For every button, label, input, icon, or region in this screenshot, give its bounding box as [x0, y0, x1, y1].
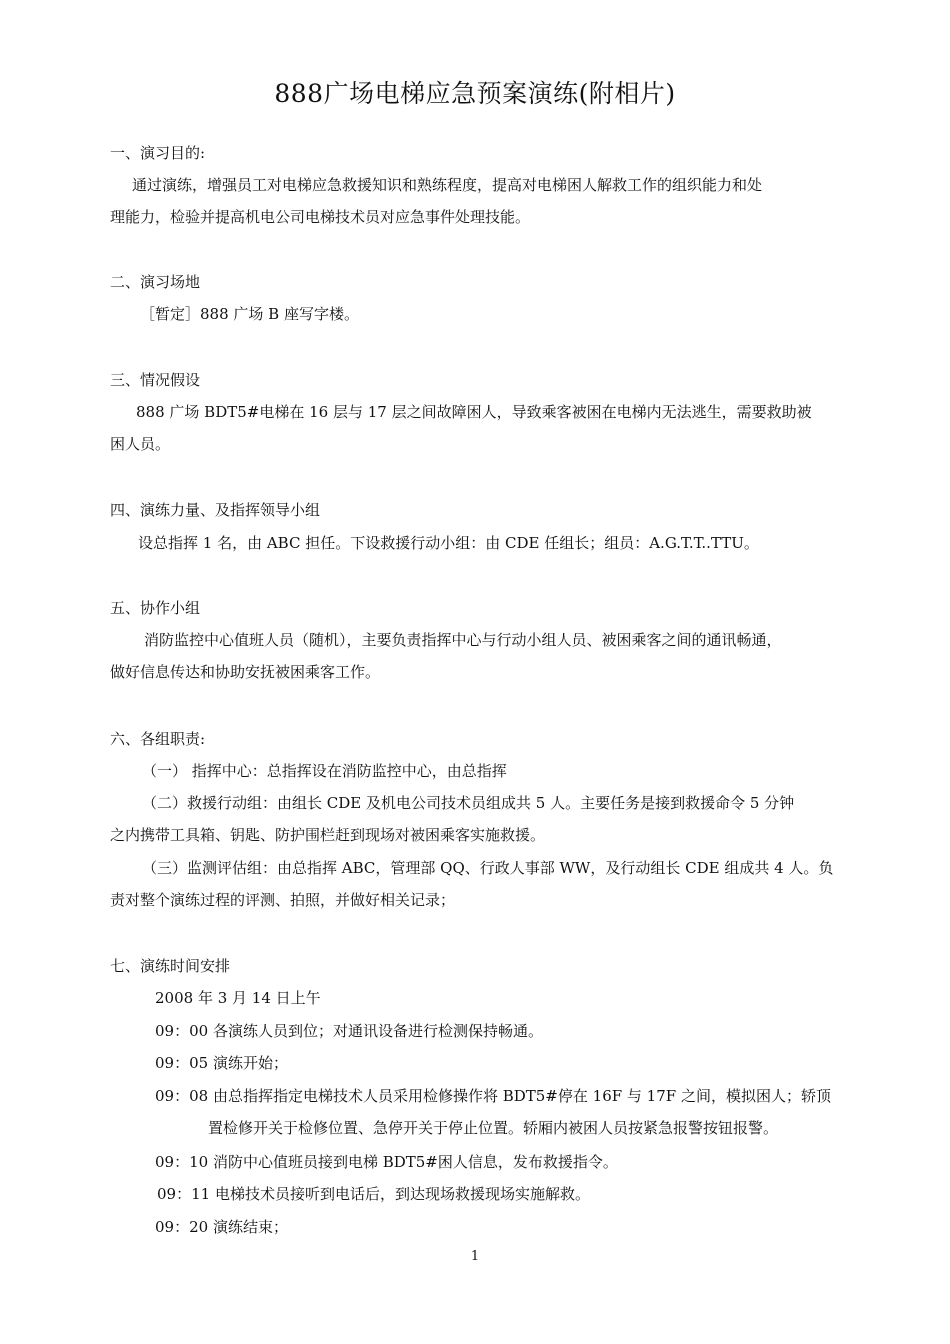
section-heading-schedule: 七、演练时间安排	[110, 957, 231, 975]
section-heading-venue: 二、演习场地	[110, 273, 201, 291]
paragraph-line: 之内携带工具箱、钥匙、防护围栏赶到现场对被困乘客实施救援。	[110, 826, 546, 844]
schedule-line: 09：00 各演练人员到位；对通讯设备进行检测保持畅通。	[155, 1022, 543, 1040]
section-heading-support-team: 五、协作小组	[110, 599, 201, 617]
paragraph-line: ［暂定］888 广场 B 座写字楼。	[140, 305, 359, 323]
paragraph-line: 理能力，检验并提高机电公司电梯技术员对应急事件处理技能。	[110, 208, 531, 226]
paragraph-line: 888 广场 BDT5#电梯在 16 层与 17 层之间故障困人，导致乘客被困在电梯内无法逃生，需要救助被	[136, 403, 812, 421]
schedule-line: 置检修开关于检修位置、急停开关于停止位置。轿厢内被困人员按紧急报警按钮报警。	[208, 1119, 779, 1137]
schedule-line: 09：05 演练开始；	[155, 1054, 288, 1072]
paragraph-line: （一） 指挥中心：总指挥设在消防监控中心，由总指挥	[142, 762, 507, 780]
paragraph-line: 消防监控中心值班人员（随机），主要负责指挥中心与行动小组人员、被困乘客之间的通讯畅通，	[144, 631, 782, 649]
paragraph-line: （二）救援行动组：由组长 CDE 及机电公司技术员组成共 5 人。主要任务是接到救援命令 5 分钟	[142, 794, 795, 812]
section-heading-scenario: 三、情况假设	[110, 371, 201, 389]
paragraph-line: （三）监测评估组：由总指挥 ABC，管理部 QQ、行政人事部 WW，及行动组长 CDE 组成共 4 人。负	[142, 859, 834, 877]
schedule-line: 09：20 演练结束；	[155, 1218, 288, 1236]
paragraph-line: 通过演练，增强员工对电梯应急救援知识和熟练程度，提高对电梯困人解救工作的组织能力和处	[132, 176, 763, 194]
page-number: 1	[470, 1249, 480, 1264]
section-heading-duties: 六、各组职责:	[110, 730, 206, 748]
paragraph-line: 做好信息传达和协助安抚被困乘客工作。	[110, 663, 381, 681]
paragraph-line: 责对整个演练过程的评测、拍照，并做好相关记录；	[110, 891, 456, 909]
paragraph-line: 困人员。	[110, 435, 171, 453]
schedule-line: 09：11 电梯技术员接听到电话后，到达现场救援现场实施解救。	[157, 1185, 590, 1203]
paragraph-line: 设总指挥 1 名，由 ABC 担任。下设救援行动小组：由 CDE 任组长；组员：A.G.T.T..TTU。	[138, 534, 759, 552]
document-title: 888广场电梯应急预案演练(附相片)	[274, 79, 676, 108]
section-heading-purpose: 一、演习目的:	[110, 144, 206, 162]
schedule-line: 09：10 消防中心值班员接到电梯 BDT5#困人信息，发布救援指令。	[155, 1153, 618, 1171]
schedule-line: 2008 年 3 月 14 日上午	[155, 989, 321, 1007]
section-heading-forces: 四、演练力量、及指挥领导小组	[110, 501, 321, 519]
schedule-line: 09：08 由总指挥指定电梯技术人员采用检修操作将 BDT5#停在 16F 与 17F 之间，模拟困人；轿顶	[155, 1087, 831, 1105]
